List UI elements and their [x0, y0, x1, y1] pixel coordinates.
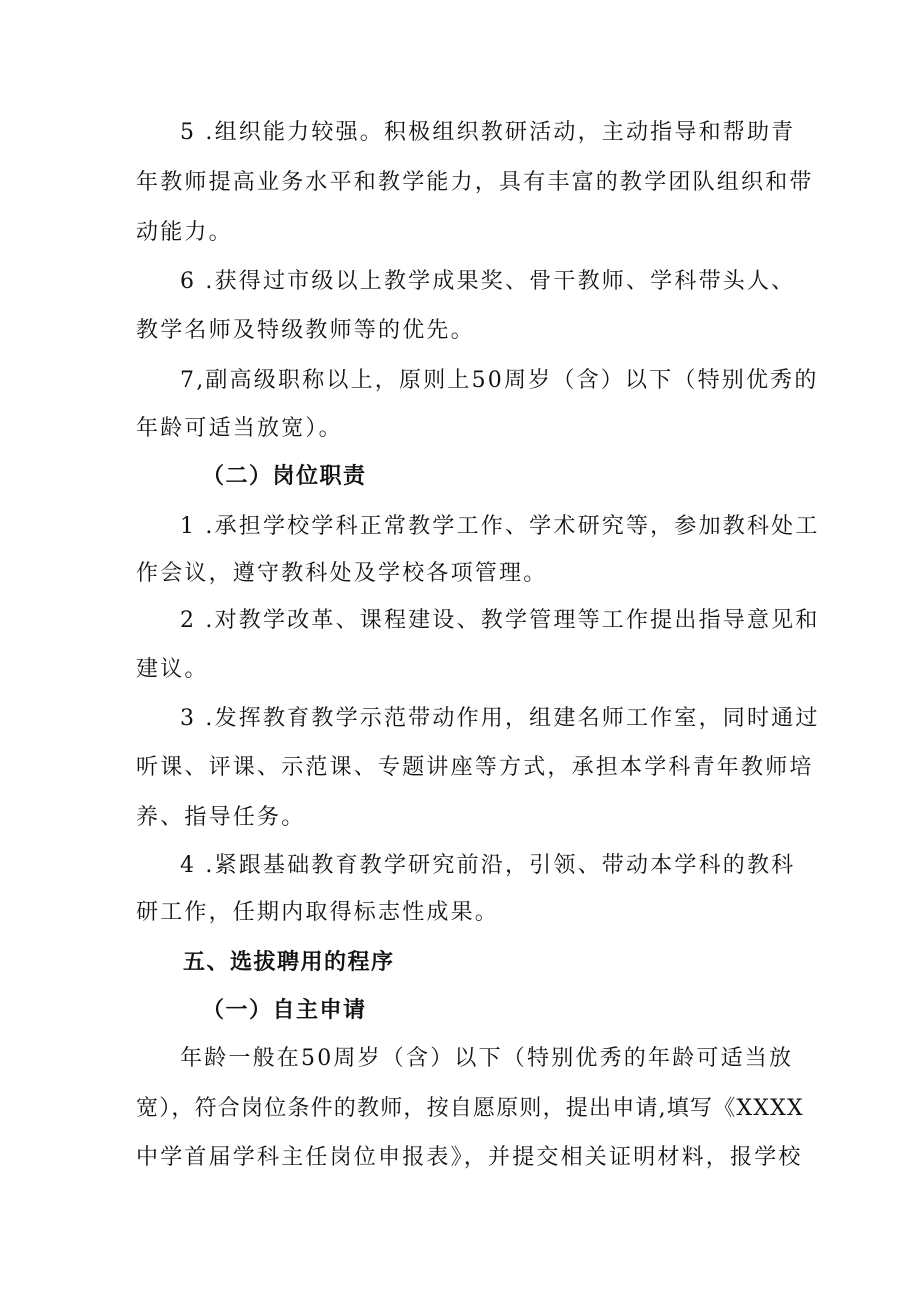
- paragraph-line: 动能力。: [136, 220, 233, 245]
- section-heading: （一）自主申请: [202, 998, 367, 1023]
- paragraph-line: 宽），符合岗位条件的教师，按自愿原则，提出申请,填写《XXXX: [136, 1096, 804, 1121]
- section-heading: 五、选拔聘用的程序: [183, 950, 395, 975]
- paragraph-line: 研工作，任期内取得标志性成果。: [136, 900, 500, 925]
- paragraph-line: 1 .承担学校学科正常教学工作、学术研究等，参加教科处工: [180, 514, 820, 539]
- paragraph-line: 5 .组织能力较强。积极组织教研活动，主动指导和帮助青: [180, 120, 796, 145]
- paragraph-line: 7,副高级职称以上，原则上50周岁（含）以下（特别优秀的: [180, 368, 819, 393]
- paragraph-line: 教学名师及特级教师等的优先。: [136, 318, 475, 343]
- paragraph-line: 6 .获得过市级以上教学成果奖、骨干教师、学科带头人、: [180, 269, 796, 294]
- paragraph-line: 作会议，遵守教科处及学校各项管理。: [136, 561, 548, 586]
- paragraph-line: 4 .紧跟基础教育教学研究前沿，引领、带动本学科的教科: [180, 853, 796, 878]
- paragraph-line: 年龄可适当放宽）。: [136, 416, 343, 441]
- paragraph-line: 养、指导任务。: [136, 805, 306, 830]
- paragraph-line: 年龄一般在50周岁（含）以下（特别优秀的年龄可适当放: [180, 1046, 794, 1071]
- paragraph-line: 建议。: [136, 657, 209, 682]
- paragraph-line: 听课、评课、示范课、专题讲座等方式，承担本学科青年教师培: [136, 755, 814, 780]
- paragraph-line: 3 .发挥教育教学示范带动作用，组建名师工作室，同时通过: [180, 706, 820, 731]
- section-heading: （二）岗位职责: [202, 464, 367, 489]
- paragraph-line: 中学首届学科主任岗位申报表》，并提交相关证明材料，报学校: [136, 1145, 803, 1170]
- paragraph-line: 年教师提高业务水平和教学能力，具有丰富的教学团队组织和带: [136, 170, 814, 195]
- paragraph-line: 2 .对教学改革、课程建设、教学管理等工作提出指导意见和: [180, 608, 820, 633]
